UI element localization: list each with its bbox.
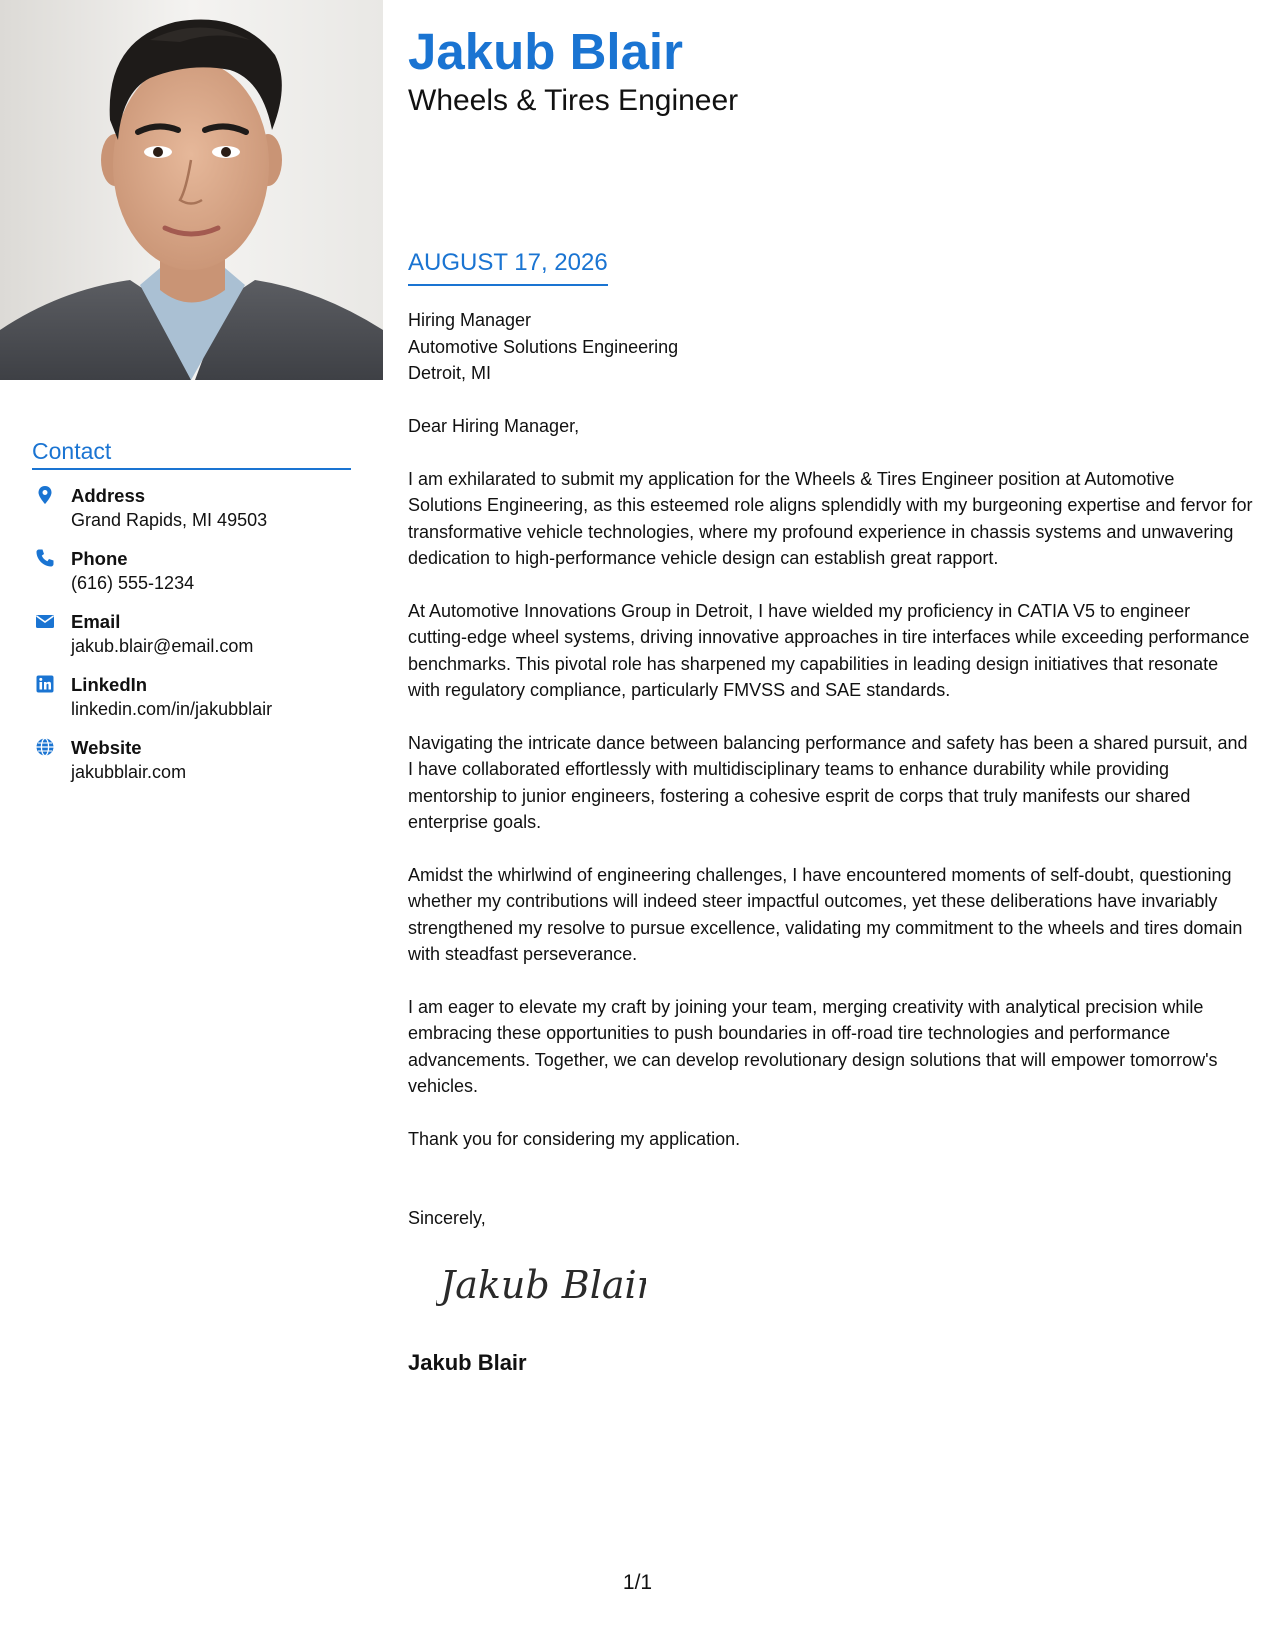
paragraph: At Automotive Innovations Group in Detroit, I have wielded my proficiency in CATIA V5 to engineer cutting-edge wheel systems, driving innovative approaches in tire interfaces while exceeding performance benchmarks. This pivotal role has sharpened my capabilities in leading design initiatives that resonate with regulatory compliance, particularly FMVSS and SAE standards.: [408, 600, 1250, 700]
contact-item-linkedin: [32, 672, 351, 722]
contact-item-address: [32, 483, 351, 533]
website-value[interactable]: jakubblair.com: [71, 762, 187, 782]
contact-label: Email: [71, 611, 121, 632]
closing: Sincerely,: [408, 1208, 486, 1228]
phone-value: (616) 555-1234: [71, 573, 195, 593]
recipient-block: [408, 307, 678, 387]
paragraph: I am exhilarated to submit my application for the Wheels & Tires Engineer position at Automotive Solutions Engineering, as this esteemed role aligns splendidly with my burgeoning expertise and fervor for transformative vehicle technologies, where my profound experience in chassis systems and unwavering dedication to high-performance vehicle design can establish great rapport.: [408, 468, 1253, 568]
map-pin-icon: [35, 485, 55, 505]
signature-text: Jakub Blair: [440, 1263, 646, 1307]
greeting: Dear Hiring Manager,: [408, 416, 580, 436]
contact-item-phone: [32, 546, 351, 596]
contact-heading: Contact: [32, 437, 351, 470]
paragraph: Amidst the whirlwind of engineering challenges, I have encountered moments of self-doubt, questioning whether my contributions will indeed steer impactful outcomes, yet these deliberations have invariably strengthened my resolve to pursue excellence, validating my commitment to the wheels and tires domain with steadfast perseverance.: [408, 864, 1243, 964]
contact-item-email: [32, 609, 351, 659]
sidebar: [32, 437, 351, 798]
contact-label: Website: [71, 737, 142, 758]
contact-label: Phone: [71, 548, 128, 569]
recipient-location: Detroit, MI: [408, 363, 492, 383]
email-value[interactable]: jakub.blair@email.com: [71, 636, 254, 656]
recipient-company: Automotive Solutions Engineering: [408, 336, 679, 357]
linkedin-icon: [35, 674, 55, 694]
address-value: Grand Rapids, MI 49503: [71, 510, 268, 530]
profile-photo: [0, 0, 383, 380]
linkedin-value[interactable]: linkedin.com/in/jakubblair: [71, 699, 273, 719]
globe-icon: [35, 737, 55, 757]
recipient-name: Hiring Manager: [408, 310, 532, 330]
letter-date: AUGUST 17, 2026: [408, 248, 608, 286]
applicant-title: Wheels & Tires Engineer: [408, 84, 739, 117]
signed-name: Jakub Blair: [408, 1350, 527, 1375]
contact-item-website: [32, 735, 351, 785]
paragraph: Thank you for considering my application.: [408, 1128, 741, 1149]
applicant-name: Jakub Blair: [408, 23, 683, 80]
page-number: 1/1: [622, 1571, 653, 1594]
contact-list: [32, 483, 351, 785]
phone-icon: [35, 548, 55, 568]
contact-label: LinkedIn: [71, 674, 148, 695]
envelope-icon: [35, 611, 55, 631]
letter-body: [408, 413, 1253, 1178]
paragraph: Navigating the intricate dance between balancing performance and safety has been a shared pursuit, and I have collaborated effortlessly with multidisciplinary teams to enhance durability while providing mentorship to junior engineers, fostering a cohesive esprit de corps that truly manifests our shared enterprise goals.: [408, 732, 1248, 832]
handwritten-signature: [436, 1256, 646, 1321]
paragraph: I am eager to elevate my craft by joining your team, merging creativity with analytical precision while embracing these opportunities to push boundaries in off-road tire technologies and performance advancements. Together, we can develop revolutionary design solutions that will empower tomorrow's vehicles.: [408, 996, 1218, 1096]
contact-label: Address: [71, 485, 146, 506]
portrait-image: [0, 0, 383, 380]
